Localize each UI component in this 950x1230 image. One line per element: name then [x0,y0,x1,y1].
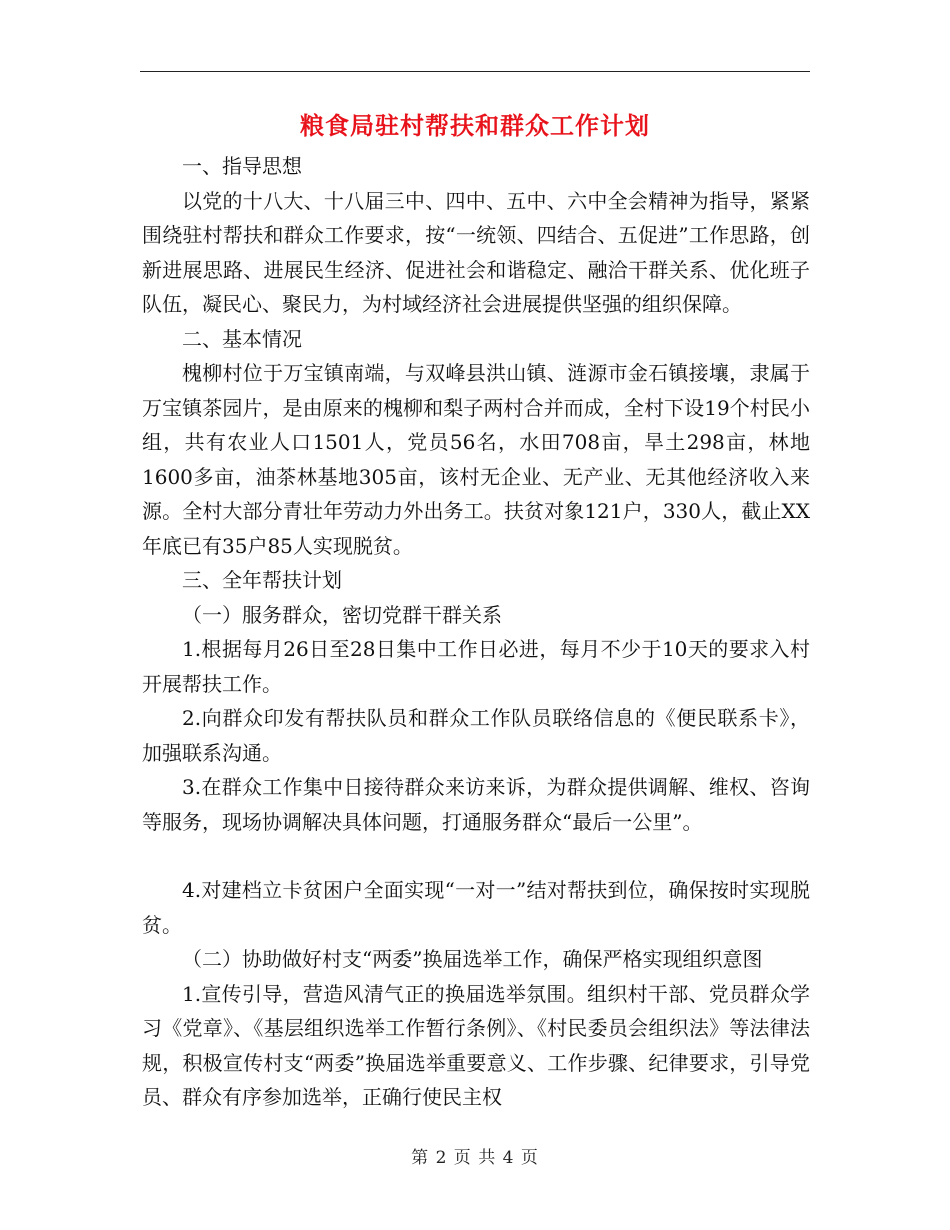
list-item-2: 2.向群众印发有帮扶队员和群众工作队员联络信息的《便民联系卡》，加强联系沟通。 [142,706,810,765]
paragraph-basic-situation: 槐柳村位于万宝镇南端，与双峰县洪山镇、涟源市金石镇接壤，隶属于万宝镇茶园片，是由原来的槐柳和梨子两村合并而成，全村下设19个村民小组，共有农业人口1501人，党员56名，水田708亩，旱土298亩，林地1600多亩，油茶林基地305亩，该村无企业、无产业、无其他经济收入来源。全村大部分青壮年劳动力外出务工。扶贫对象121户，330人，截止XX年底已有35户85人实现脱贫。 [142,361,810,558]
section-heading-2: 二、基本情况 [182,326,302,351]
page-number: 第 2 页 共 4 页 [411,1148,539,1168]
paragraph-guiding-thought: 以党的十八大、十八届三中、四中、五中、六中全会精神为指导，紧紧围绕驻村帮扶和群众工作要求，按“一统领、四结合、五促进”工作思路，创新进展思路、进展民生经济、促进社会和谐稳定、融洽干群关系、优化班子队伍，凝民心、聚民力，为村域经济社会进展提供坚强的组织保障。 [142,188,810,316]
list-item-5: 1.宣传引导，营造风清气正的换届选举氛围。组织村干部、党员群众学习《党章》、《基层组织选举工作暂行条例》、《村民委员会组织法》等法律法规，积极宣传村支“两委”换届选举重要意义、工作步骤、纪律要求，引导党员、群众有序参加选举，正确行使民主权 [142,981,810,1109]
document-title: 粮食局驻村帮扶和群众工作计划 [300,111,650,140]
list-item-4: 4.对建档立卡贫困户全面实现“一对一”结对帮扶到位，确保按时实现脱贫。 [142,878,810,937]
section-heading-3: 三、全年帮扶计划 [182,568,342,592]
list-item-3: 3.在群众工作集中日接待群众来访来诉，为群众提供调解、维权、咨询等服务，现场协调解决具体问题，打通服务群众“最后一公里”。 [142,775,810,834]
section-heading-1: 一、指导思想 [182,154,302,178]
subsection-heading-1: （一）服务群众，密切党群干群关系 [182,602,502,627]
document-body [142,149,810,1115]
subsection-heading-2: （二）协助做好村支“两委”换届选举工作，确保严格实现组织意图 [182,947,763,971]
list-item-1: 1.根据每月26日至28日集中工作日必进，每月不少于10天的要求入村开展帮扶工作。 [142,637,810,696]
header-rule [140,71,810,72]
